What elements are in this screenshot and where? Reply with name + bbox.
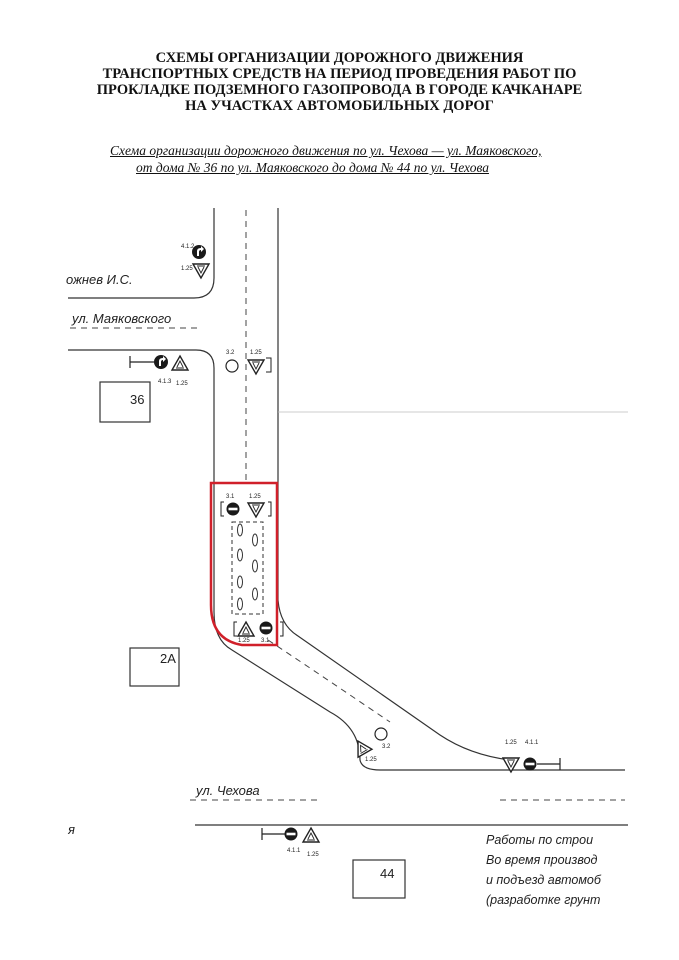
sign-no-traffic-icon	[375, 728, 387, 740]
sign-code-125-may: 1.25	[176, 381, 188, 387]
work-zone	[232, 522, 263, 614]
sign-no-traffic-icon	[226, 360, 238, 372]
sign-triangle-icon	[248, 360, 264, 374]
sign-no-entry-icon	[227, 503, 240, 516]
note-line-3: и подъезд автомоб	[486, 873, 601, 887]
sign-code-412: 4.1.2	[181, 244, 195, 250]
sign-triangle-icon	[248, 503, 264, 517]
sign-triangle-icon	[172, 356, 188, 370]
sign-triangle-icon	[351, 737, 372, 757]
note-line-1: Работы по строи	[486, 833, 594, 847]
sign-group-zone-top	[221, 494, 271, 517]
sign-no-entry-icon	[285, 828, 298, 841]
sign-code-31-top: 3.1	[226, 494, 235, 500]
street-label-chekhova: ул. Чехова	[196, 783, 260, 798]
sign-code-31-bottom: 3.1	[261, 638, 270, 644]
sign-group-zone-bottom	[234, 622, 283, 645]
sign-triangle-icon	[303, 828, 319, 842]
street-label-mayakovskogo: ул. Маяковского	[72, 311, 172, 326]
sign-code-125-zone-top: 1.25	[249, 494, 261, 500]
sign-code-411-right: 4.1.1	[525, 740, 539, 746]
title-line-4: НА УЧАСТКАХ АВТОМОБИЛЬНЫХ ДОРОГ	[185, 98, 494, 114]
title-line-1: СХЕМЫ ОРГАНИЗАЦИИ ДОРОЖНОГО ДВИЖЕНИЯ	[155, 50, 524, 66]
left-fragment-label: я	[68, 822, 75, 837]
building-36-label: 36	[130, 392, 145, 407]
sign-code-125-right: 1.25	[505, 740, 517, 746]
sign-code-125-zone-bottom: 1.25	[238, 638, 250, 644]
building-36	[100, 382, 150, 422]
sign-code-125-top: 1.25	[181, 266, 193, 272]
sign-code-32-diag: 3.2	[382, 744, 391, 750]
note-line-4: (разработке грунт	[486, 893, 601, 907]
building-44-label: 44	[380, 866, 395, 881]
sign-no-entry-icon	[524, 758, 537, 771]
building-44	[353, 860, 405, 898]
sign-code-413: 4.1.3	[158, 379, 172, 385]
title-line-2: ТРАНСПОРТНЫХ СРЕДСТВ НА ПЕРИОД ПРОВЕДЕНИЯ РАБОТ ПО	[102, 66, 577, 82]
title-line-3: ПРОКЛАДКЕ ПОДЗЕМНОГО ГАЗОПРОВОДА В ГОРОДЕ КАЧКАНАРЕ	[96, 82, 583, 98]
building-2a	[130, 648, 179, 686]
note-line-2: Во время производ	[486, 853, 598, 867]
sign-triangle-icon	[238, 622, 254, 636]
sign-group-32-top	[226, 350, 271, 374]
sign-group-diagonal	[351, 728, 391, 763]
road-edges	[68, 208, 628, 825]
work-notes	[486, 833, 602, 907]
building-2a-label: 2А	[160, 651, 176, 666]
subtitle-line-2: от дома № 36 по ул. Маяковского до дома № 44 по ул. Чехова	[136, 160, 489, 175]
sign-code-125-lower: 1.25	[307, 852, 319, 858]
sign-circle-blue-icon	[154, 355, 168, 369]
sign-code-125-32: 1.25	[250, 350, 262, 356]
sign-code-125-diag: 1.25	[365, 757, 377, 763]
sign-code-32-top: 3.2	[226, 350, 235, 356]
subtitle-line-1: Схема организации дорожного движения по ул. Чехова — ул. Маяковского,	[110, 143, 542, 158]
sign-code-411-lower: 4.1.1	[287, 848, 301, 854]
sign-no-entry-icon	[260, 622, 273, 635]
sign-triangle-icon	[193, 264, 209, 278]
sign-group-top	[181, 244, 209, 278]
owner-label: ожнев И.С.	[66, 272, 133, 287]
sign-group-chekhova-lower	[262, 828, 319, 859]
sign-group-chekhova-right	[503, 740, 560, 772]
